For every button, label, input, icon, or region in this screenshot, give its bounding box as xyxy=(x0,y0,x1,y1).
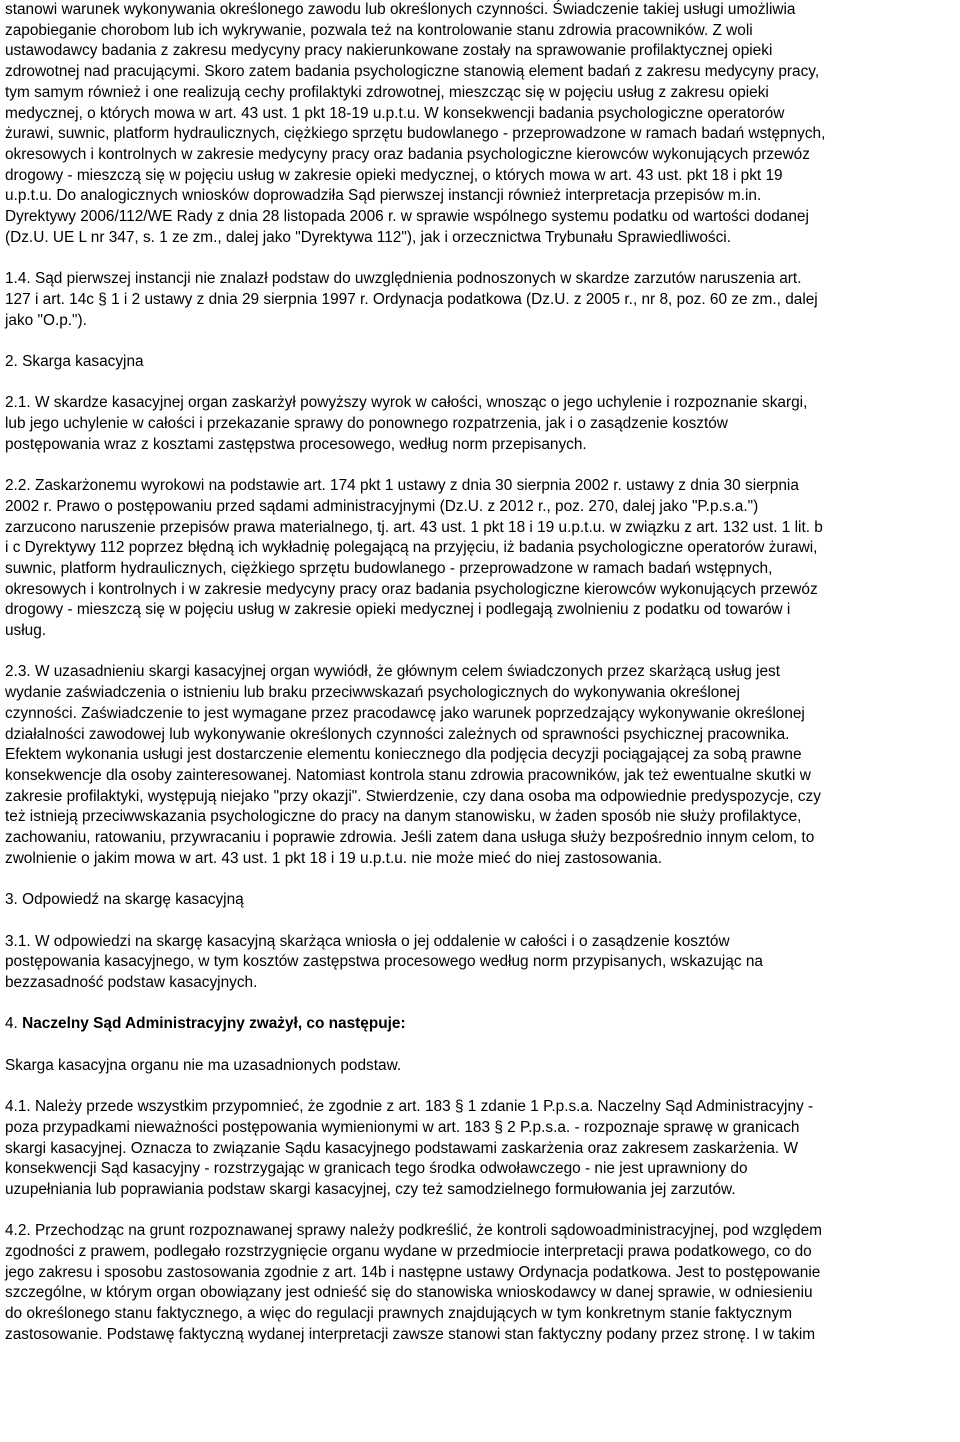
paragraph-gap xyxy=(5,994,955,1015)
paragraph-4-2: 4.2. Przechodząc na grunt rozpoznawanej sprawy należy podkreślić, że kontroli sądowoadministracyjnej, pod względem zgodności z prawem, podlegało rozstrzygnięcie organu wydane w przedmiocie interpretacji prawa podatkowego, co do jego zakresu i sposobu zastosowania zgodnie z art. 14b i następne ustawy Ordynacja podatkowa. Jest to postępowanie szczególne, w którym organ obowiązany jest odnieść się do stanowiska wnioskodawcy w danej sprawie, w odniesieniu do określonego stanu faktycznego, a więc do regulacji prawnych znajdujących w tym konkretnym stanie faktycznym zastosowanie. Podstawę faktyczną wydanej interpretacji zawsze stanowi stan faktyczny podany przez stronę. I w takim xyxy=(5,1222,822,1343)
paragraph-gap xyxy=(5,455,955,476)
section-heading-4-number: 4. xyxy=(5,1015,23,1033)
paragraph-gap xyxy=(5,869,955,890)
paragraph-4-1: 4.1. Należy przede wszystkim przypomnieć, że zgodnie z art. 183 § 1 zdanie 1 P.p.s.a. Naczelny Sąd Administracyjny - poza przypadkami nieważności postępowania wymienionymi w art. 183 § 2 P.p.s.a. - rozpoznaje sprawę w granicach skargi kasacyjnej. Oznacza to związanie Sądu kasacyjnego podstawami zaskarżenia oraz zakresem zaskarżenia. W konsekwencji Sąd kasacyjny - rozstrzygając w granicach tego środka odwoławczego - nie jest uprawniony do uzupełniania lub poprawiania podstaw skargi kasacyjnej, czy też samodzielnego formułowania jej zarzutów. xyxy=(5,1098,814,1198)
paragraph-gap xyxy=(5,642,955,663)
section-heading-2: 2. Skarga kasacyjna xyxy=(5,352,144,370)
paragraph-2-1: 2.1. W skardze kasacyjnej organ zaskarżył powyższy wyrok w całości, wnosząc o jego uchylenie i rozpoznanie skargi, lub jego uchylenie w całości i przekazanie sprawy do ponownego rozpatrzenia, jak i o zasądzenie kosztów postępowania wraz z kosztami zastępstwa procesowego, według norm przepisanych. xyxy=(5,394,808,453)
paragraph-1-4: 1.4. Sąd pierwszej instancji nie znalazł podstaw do uwzględnienia podnoszonych w skardze zarzutów naruszenia art. 127 i art. 14c § 1 i 2 ustawy z dnia 29 sierpnia 1997 r. Ordynacja podatkowa (Dz.U. z 2005 r., nr 8, poz. 60 ze zm., dalej jako "O.p."). xyxy=(5,270,818,329)
paragraph-2-3: 2.3. W uzasadnieniu skargi kasacyjnej organ wywiódł, że głównym celem świadczonych przez skarżącą usług jest wydanie zaświadczenia o istnieniu lub braku przeciwwskazań psychologicznych do wykonywania określonej czynności. Zaświadczenie to jest wymagane przez pracodawcę jako warunek poprzedzający wykonywanie określonej działalności zawodowej lub wykonywanie określonych czynności zależnych od sprawności psychicznej pracownika. Efektem wykonania usługi jest dostarczenie elementu koniecznego dla podjęcia decyzji pociągającej za sobą prawne konsekwencje dla osoby zainteresowanej. Natomiast kontrola stanu zdrowia pracowników, jak też ewentualne skutki w zakresie profilaktyki, występują niejako "przy okazji". Stwierdzenie, czy dana osoba ma odpowiednie predyspozycje, czy też istnieją przeciwwskazania psychologiczne do pracy na danym stanowisku, w żaden sposób nie służy profilaktyce, zachowaniu, ratowaniu, przywracaniu i poprawie zdrowia. Jeśli zatem dana usługa służy bezpośrednio innym celom, to zwolnienie o jakim mowa w art. 43 ust. 1 pkt 18 i 19 u.p.t.u. nie może mieć do niej zastosowania. xyxy=(5,663,821,867)
paragraph-intro: stanowi warunek wykonywania określonego zawodu lub określonych czynności. Świadczenie takiej usługi umożliwia zapobieganie chorobom lub ich wykrywanie, pozwala też na kontrolowanie stanu zdrowia pracowników. Z woli ustawodawcy badania z zakresu medycyny pracy nakierunkowane zostały na sprawowanie profilaktycznej opieki zdrowotnej nad pracującymi. Skoro zatem badania psychologiczne stanowią element badań z zakresu medycyny pracy, tym samym również i one realizują cechy profilaktyki zdrowotnej, mieszcząc się w pojęciu usług z zakresu opieki medycznej, o których mowa w art. 43 ust. 1 pkt 18-19 u.p.t.u. W konsekwencji badania psychologiczne operatorów żurawi, suwnic, platform hydraulicznych, ciężkiego sprzętu budowlanego - przeprowadzone w ramach badań wstępnych, okresowych i kontrolnych w zakresie medycyny pracy oraz badania psychologiczne kierowców wykonujących przewóz drogowy - mieszczą się w pojęciu usług w zakresie opieki medycznej, o których mowa w art. 43 ust. pkt 18 i pkt 19 u.p.t.u. Do analogicznych wniosków doprowadziła Sąd pierwszej instancji również interpretacja przepisów m.in. Dyrektywy 2006/112/WE Rady z dnia 28 listopada 2006 r. w sprawie wspólnego systemu podatku od wartości dodanej (Dz.U. UE L nr 347, s. 1 ze zm., dalej jako "Dyrektywa 112"), jak i orzecznictwa Trybunału Sprawiedliwości. xyxy=(5,1,826,246)
section-heading-4-title: Naczelny Sąd Administracyjny zważył, co następuje: xyxy=(22,1015,406,1033)
paragraph-gap xyxy=(5,331,955,352)
paragraph-gap xyxy=(5,1035,955,1056)
paragraph-2-2: 2.2. Zaskarżonemu wyrokowi na podstawie art. 174 pkt 1 ustawy z dnia 30 sierpnia 2002 r. ustawy z dnia 30 sierpnia 2002 r. Prawo o postępowaniu przed sądami administracyjnymi (Dz.U. z 2012 r., poz. 270, dalej jako "P.p.s.a.") zarzucono naruszenie przepisów prawa materialnego, tj. art. 43 ust. 1 pkt 18 i 19 u.p.t.u. w związku z art. 132 ust. 1 lit. b i c Dyrektywy 112 poprzez błędną ich wykładnię polegającą na przyjęciu, iż badania psychologiczne operatorów żurawi, suwnic, platform hydraulicznych, ciężkiego sprzętu budowlanego - przeprowadzone w ramach badań wstępnych, okresowych i kontrolnych i w zakresie medycyny pracy oraz badania psychologiczne kierowców wykonujących przewóz drogowy - mieszczą się w pojęciu usług w zakresie opieki medycznej i podlegają zwolnieniu z podatku od towarów i usług. xyxy=(5,477,823,640)
paragraph-gap xyxy=(5,373,955,394)
paragraph-4-lead: Skarga kasacyjna organu nie ma uzasadnionych podstaw. xyxy=(5,1056,402,1074)
section-heading-3: 3. Odpowiedź na skargę kasacyjną xyxy=(5,891,244,909)
paragraph-gap xyxy=(5,1076,955,1097)
section-heading-4 xyxy=(5,1014,955,1035)
paragraph-gap xyxy=(5,911,955,932)
document-page xyxy=(5,0,955,1346)
paragraph-3-1: 3.1. W odpowiedzi na skargę kasacyjną skarżąca wniosła o jej oddalenie w całości i o zasądzenie kosztów postępowania kasacyjnego, w tym kosztów zastępstwa procesowego według norm przypisanych, wskazując na bezzasadność podstaw kasacyjnych. xyxy=(5,932,763,991)
paragraph-gap xyxy=(5,1201,955,1222)
paragraph-gap xyxy=(5,248,955,269)
